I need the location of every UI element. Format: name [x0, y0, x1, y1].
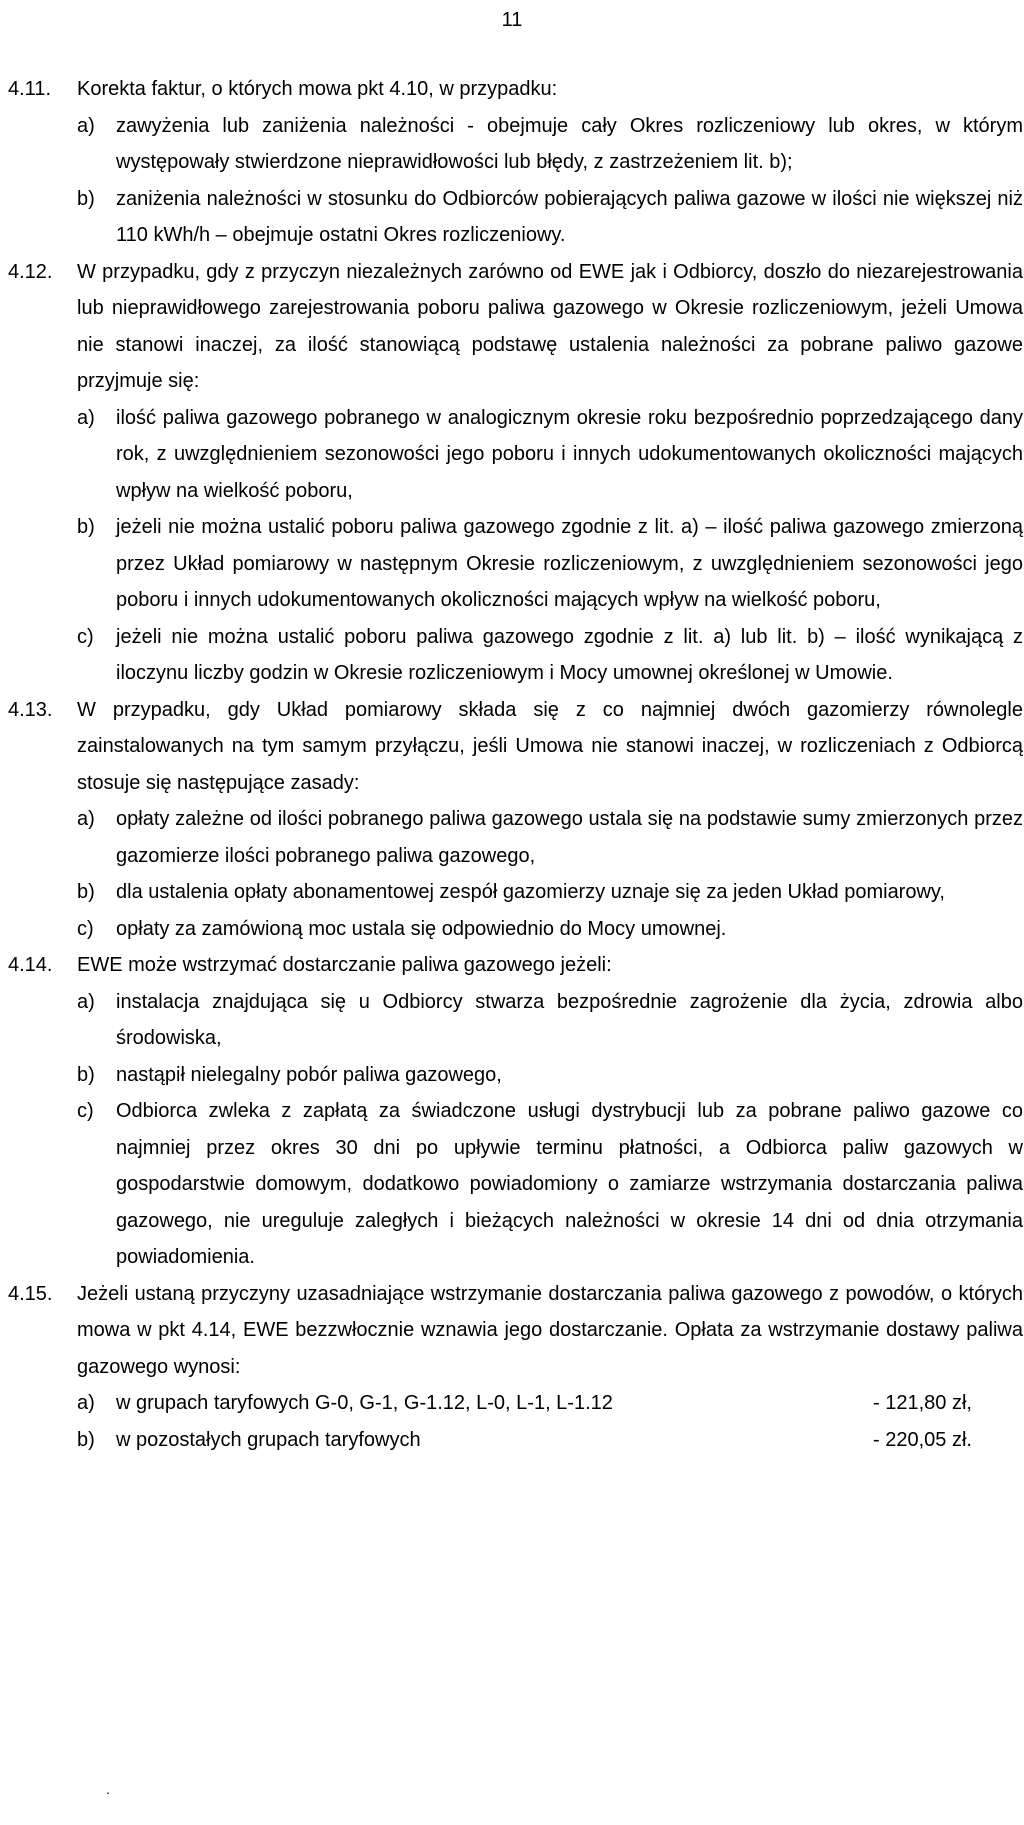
section-4-11: [0, 71, 1024, 254]
section-text: Korekta faktur, o których mowa pkt 4.10, w przypadku:: [77, 78, 558, 100]
list-item: [77, 108, 1023, 181]
section-number: 4.12.: [8, 260, 53, 283]
section-text: EWE może wstrzymać dostarczanie paliwa gazowego jeżeli:: [77, 954, 612, 976]
item-label: b): [77, 1063, 95, 1086]
fee-description: w grupach taryfowych G-0, G-1, G-1.12, L-0, L-1, L-1.12: [116, 1392, 613, 1414]
list-item: [77, 619, 1023, 692]
fee-amount: - 121,80 zł,: [873, 1392, 972, 1414]
document-body: [0, 71, 1024, 1458]
section-number: 4.13.: [8, 698, 53, 721]
fee-row: [77, 1422, 1023, 1459]
item-label: b): [77, 516, 95, 538]
list-item: [77, 874, 1023, 911]
item-label: b): [77, 881, 95, 903]
item-text: zawyżenia lub zaniżenia należności - obejmuje cały Okres rozliczeniowy lub okres, w którym występowały stwierdzone nieprawidłowości lub błędy, z zastrzeżeniem lit. b);: [116, 114, 1023, 173]
section-number: 4.11.: [8, 78, 51, 100]
item-label: c): [77, 1100, 94, 1122]
list-item: [77, 801, 1023, 874]
list-item: [77, 509, 1023, 619]
section-4-15: [0, 1276, 1024, 1459]
footer-mark: .: [106, 1781, 110, 1797]
item-text: zaniżenia należności w stosunku do Odbiorców pobierających paliwa gazowe w ilości nie większej niż 110 kWh/h – obejmuje ostatni Okres rozliczeniowy.: [116, 187, 1023, 246]
item-label: a): [77, 808, 95, 830]
fee-description: w pozostałych grupach taryfowych: [116, 1428, 421, 1451]
section-number: 4.14.: [8, 954, 53, 976]
item-label: c): [77, 625, 94, 648]
fee-amount: - 220,05 zł.: [873, 1428, 972, 1451]
item-label: c): [77, 917, 94, 940]
item-label: a): [77, 990, 95, 1013]
item-text: ilość paliwa gazowego pobranego w analogicznym okresie roku bezpośrednio poprzedzającego dany rok, z uwzględnieniem sezonowości jego poboru i innych udokumentowanych okoliczności mających wpływ na wielkość poboru,: [116, 406, 1023, 502]
item-text: jeżeli nie można ustalić poboru paliwa gazowego zgodnie z lit. a) lub lit. b) – ilość wynikającą z iloczynu liczby godzin w Okresie rozliczeniowym i Mocy umownej określonej w Umowie.: [116, 625, 1023, 684]
section-text: Jeżeli ustaną przyczyny uzasadniające wstrzymanie dostarczania paliwa gazowego z powodów, o których mowa w pkt 4.14, EWE bezzwłocznie wznawia jego dostarczanie. Opłata za wstrzymanie dostawy paliwa gazowego wynosi:: [77, 1282, 1023, 1378]
section-4-14: [0, 947, 1024, 1276]
section-4-13: [0, 692, 1024, 948]
list-item: [77, 181, 1023, 254]
page-number: 11: [501, 9, 523, 31]
item-text: jeżeli nie można ustalić poboru paliwa gazowego zgodnie z lit. a) – ilość paliwa gazowego zmierzoną przez Układ pomiarowy w następnym Okresie rozliczeniowym, z uwzględnieniem sezonowości jego poboru i innych udokumentowanych okoliczności mających wpływ na wielkość poboru,: [116, 516, 1023, 611]
list-item: [77, 984, 1023, 1057]
list-item: [77, 1093, 1023, 1276]
item-text: instalacja znajdująca się u Odbiorcy stwarza bezpośrednie zagrożenie dla życia, zdrowia albo środowiska,: [116, 990, 1023, 1049]
section-4-12: [0, 254, 1024, 692]
list-item: [77, 1057, 1023, 1094]
item-label: b): [77, 1428, 95, 1451]
item-text: opłaty za zamówioną moc ustala się odpowiednio do Mocy umownej.: [116, 917, 727, 940]
section-number: 4.15.: [8, 1282, 53, 1305]
item-label: a): [77, 406, 95, 429]
item-label: b): [77, 187, 95, 210]
item-label: a): [77, 114, 95, 137]
section-text: W przypadku, gdy z przyczyn niezależnych zarówno od EWE jak i Odbiorcy, doszło do niezarejestrowania lub nieprawidłowego zarejestrowania poboru paliwa gazowego w Okresie rozliczeniowym, jeżeli Umowa nie stanowi inaczej, za ilość stanowiącą podstawę ustalenia należności za pobrane paliwo gazowe przyjmuje się:: [77, 260, 1023, 392]
list-item: [77, 400, 1023, 510]
item-text: dla ustalenia opłaty abonamentowej zespół gazomierzy uznaje się za jeden Układ pomiarowy,: [116, 881, 945, 903]
item-text: Odbiorca zwleka z zapłatą za świadczone usługi dystrybucji lub za pobrane paliwo gazowe co najmniej przez okres 30 dni po upływie terminu płatności, a Odbiorca paliw gazowych w gospodarstwie domowym, dodatkowo powiadomiony o zamiarze wstrzymania dostarczania paliwa gazowego, nie ureguluje zaległych i bieżących należności w okresie 14 dni od dnia otrzymania powiadomienia.: [116, 1100, 1023, 1268]
item-text: nastąpił nielegalny pobór paliwa gazowego,: [116, 1063, 502, 1086]
fee-row: [77, 1385, 1023, 1422]
item-text: opłaty zależne od ilości pobranego paliwa gazowego ustala się na podstawie sumy zmierzonych przez gazomierze ilości pobranego paliwa gazowego,: [116, 808, 1023, 867]
list-item: [77, 911, 1023, 948]
item-label: a): [77, 1392, 95, 1414]
section-text: W przypadku, gdy Układ pomiarowy składa się z co najmniej dwóch gazomierzy równolegle zainstalowanych na tym samym przyłączu, jeśli Umowa nie stanowi inaczej, w rozliczeniach z Odbiorcą stosuje się następujące zasady:: [77, 698, 1023, 794]
